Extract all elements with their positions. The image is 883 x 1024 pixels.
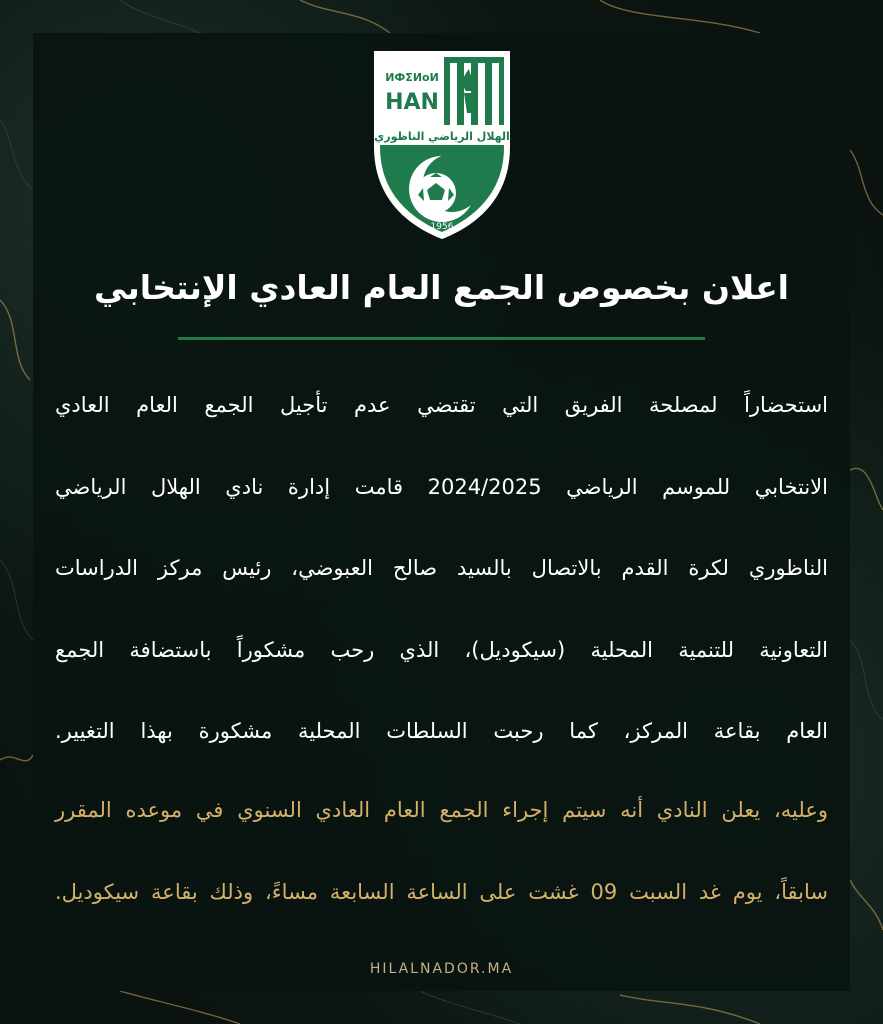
body-line: الانتخابي للموسم الرياضي 2024/2025 قامت إدارة نادي الهلال الرياضي: [55, 474, 828, 499]
title-divider: [178, 337, 705, 340]
body-line: استحضاراً لمصلحة الفريق التي تقتضي عدم تأجيل الجمع العام العادي: [55, 393, 828, 417]
crest-top-text: ИФΣИoИ: [385, 71, 439, 84]
announcement-body: [55, 365, 828, 773]
crest-abbr: HAN: [385, 90, 439, 115]
announcement-meeting-details: [55, 770, 828, 933]
crest-club-name: الهلال الرياضي الناظوري: [374, 130, 510, 143]
body-line: العام بقاعة المركز، كما رحبت السلطات المحلية مشكورة بهذا التغيير.: [55, 719, 828, 743]
club-crest-logo: [368, 47, 516, 243]
announcement-title: اعلان بخصوص الجمع العام العادي الإنتخابي: [94, 268, 789, 307]
body-line: التعاونية للتنمية المحلية (سيكوديل)، الذي رحب مشكوراً باستضافة الجمع: [55, 637, 828, 662]
details-line: سابقاً، يوم غد السبت 09 غشت على الساعة السابعة مساءً، وذلك بقاعة سيكوديل.: [55, 879, 828, 904]
body-line: الناظوري لكرة القدم بالاتصال بالسيد صالح العبوضي، رئيس مركز الدراسات: [55, 556, 828, 580]
details-line: وعليه، يعلن النادي أنه سيتم إجراء الجمع العام العادي السنوي في موعده المقرر: [55, 798, 828, 822]
crest-year: 1956: [430, 222, 454, 232]
website-footer: HILALNADOR.MA: [369, 961, 514, 977]
